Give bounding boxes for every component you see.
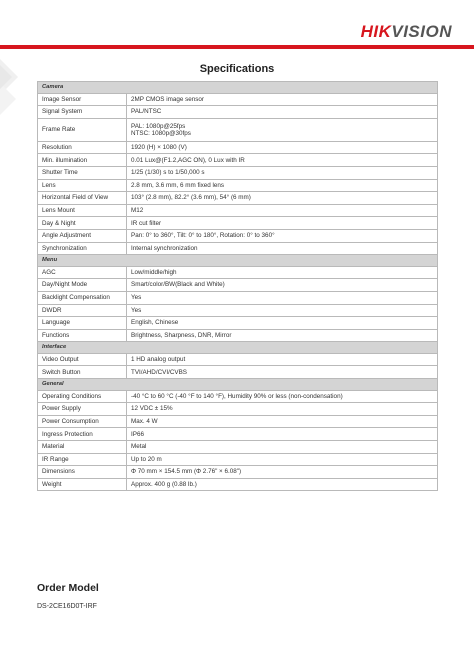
spec-row [38, 229, 438, 242]
spec-value-line: 2MP CMOS image sensor [131, 95, 205, 103]
spec-row [38, 428, 438, 441]
spec-value [127, 229, 438, 242]
spec-row [38, 441, 438, 454]
spec-row [38, 154, 438, 167]
spec-value [127, 390, 438, 403]
spec-key: Language [38, 317, 127, 330]
hikvision-logo: HIKVISION [360, 22, 452, 41]
spec-row [38, 353, 438, 366]
spec-value-line: IR cut filter [131, 219, 162, 227]
spec-value-line: Smart/color/BW(Black and White) [131, 281, 225, 289]
spec-key: IR Range [38, 453, 127, 466]
spec-key: Day & Night [38, 217, 127, 230]
spec-row [38, 279, 438, 292]
spec-row [38, 204, 438, 217]
spec-value-line: Φ 70 mm × 154.5 mm (Φ 2.76" × 6.08") [131, 468, 242, 476]
spec-row [38, 141, 438, 154]
spec-row [38, 192, 438, 205]
spec-value [127, 118, 438, 141]
spec-value [127, 179, 438, 192]
spec-value [127, 366, 438, 379]
spec-value-line: PAL: 1080p@25fps [131, 122, 186, 130]
spec-value [127, 242, 438, 255]
spec-value-line: 103° (2.8 mm), 82.2° (3.6 mm), 54° (6 mm) [131, 194, 251, 202]
spec-value-line: 2.8 mm, 3.6 mm, 6 mm fixed lens [131, 181, 225, 189]
spec-value-line: Up to 20 m [131, 455, 162, 463]
section-title: General [38, 379, 438, 391]
spec-value [127, 415, 438, 428]
spec-row [38, 466, 438, 479]
spec-value [127, 403, 438, 416]
spec-key: Power Supply [38, 403, 127, 416]
spec-value-line: NTSC: 1080p@30fps [131, 129, 191, 137]
spec-value-line: Yes [131, 294, 142, 302]
spec-value-line: 1920 (H) × 1080 (V) [131, 143, 187, 151]
section-header [38, 379, 438, 391]
spec-value-line: 1 HD analog output [131, 356, 186, 364]
spec-row [38, 217, 438, 230]
spec-row [38, 242, 438, 255]
spec-row [38, 415, 438, 428]
spec-key: DWDR [38, 304, 127, 317]
order-model-number: DS-2CE16D0T-IRF [37, 603, 97, 610]
section-title: Interface [38, 342, 438, 354]
spec-value [127, 166, 438, 179]
spec-value [127, 154, 438, 167]
spec-key: Ingress Protection [38, 428, 127, 441]
spec-key: Horizontal Field of View [38, 192, 127, 205]
spec-key: Image Sensor [38, 93, 127, 106]
spec-key: Video Output [38, 353, 127, 366]
spec-value-line: Brightness, Sharpness, DNR, Mirror [131, 331, 232, 339]
spec-value-line: Approx. 400 g (0.88 lb.) [131, 480, 197, 488]
spec-row [38, 179, 438, 192]
spec-key: Frame Rate [38, 118, 127, 141]
spec-key: Min. illumination [38, 154, 127, 167]
section-title: Camera [38, 82, 438, 94]
section-header [38, 255, 438, 267]
spec-row [38, 304, 438, 317]
spec-key: Day/Night Mode [38, 279, 127, 292]
spec-row [38, 266, 438, 279]
spec-value [127, 478, 438, 491]
spec-row [38, 106, 438, 119]
spec-row [38, 453, 438, 466]
spec-row [38, 118, 438, 141]
spec-value [127, 217, 438, 230]
spec-value [127, 266, 438, 279]
spec-key: Material [38, 441, 127, 454]
spec-key: Weight [38, 478, 127, 491]
section-header [38, 82, 438, 94]
spec-key: Signal System [38, 106, 127, 119]
spec-key: Synchronization [38, 242, 127, 255]
spec-key: Shutter Time [38, 166, 127, 179]
spec-row [38, 166, 438, 179]
spec-key: Functions [38, 329, 127, 342]
spec-value [127, 441, 438, 454]
spec-row [38, 366, 438, 379]
spec-row [38, 329, 438, 342]
spec-value-line: English, Chinese [131, 319, 179, 327]
spec-value [127, 279, 438, 292]
spec-value-line: 12 VDC ± 15% [131, 405, 173, 413]
spec-value [127, 106, 438, 119]
spec-value [127, 353, 438, 366]
spec-value-line: 0.01 Lux@(F1.2,AGC ON), 0 Lux with IR [131, 156, 245, 164]
section-title: Menu [38, 255, 438, 267]
spec-value [127, 304, 438, 317]
spec-value-line: Metal [131, 443, 147, 451]
spec-key: Operating Conditions [38, 390, 127, 403]
spec-key: Angle Adjustment [38, 229, 127, 242]
spec-row [38, 291, 438, 304]
spec-key: Switch Button [38, 366, 127, 379]
specifications-table [37, 81, 438, 491]
spec-value-line: IP66 [131, 430, 144, 438]
spec-key: Lens Mount [38, 204, 127, 217]
spec-row [38, 403, 438, 416]
spec-value [127, 329, 438, 342]
spec-value-line: Max. 4 W [131, 418, 158, 426]
spec-value [127, 317, 438, 330]
spec-key: AGC [38, 266, 127, 279]
spec-value-line: Pan: 0° to 360°, Tilt: 0° to 180°, Rotation: 0° to 360° [131, 232, 275, 240]
spec-value-line: Yes [131, 306, 142, 314]
spec-value [127, 192, 438, 205]
spec-value [127, 466, 438, 479]
page-title: Specifications [199, 63, 275, 75]
order-model-heading: Order Model [37, 582, 99, 594]
spec-key: Lens [38, 179, 127, 192]
spec-row [38, 93, 438, 106]
header-red-bar [0, 45, 474, 49]
spec-row [38, 478, 438, 491]
spec-value-line: TVI/AHD/CVI/CVBS [131, 368, 187, 376]
spec-value [127, 291, 438, 304]
spec-value-line: Low/middle/high [131, 268, 177, 276]
spec-key: Resolution [38, 141, 127, 154]
spec-row [38, 390, 438, 403]
spec-value [127, 453, 438, 466]
spec-key: Dimensions [38, 466, 127, 479]
spec-value-line: 1/25 (1/30) s to 1/50,000 s [131, 169, 205, 177]
spec-value [127, 141, 438, 154]
spec-key: Backlight Compensation [38, 291, 127, 304]
spec-value-line: PAL/NTSC [131, 108, 162, 116]
spec-key: Power Consumption [38, 415, 127, 428]
spec-value-line: Internal synchronization [131, 244, 198, 252]
spec-value [127, 204, 438, 217]
spec-value [127, 93, 438, 106]
spec-value-line: M12 [131, 206, 144, 214]
spec-value [127, 428, 438, 441]
spec-row [38, 317, 438, 330]
spec-value-line: -40 °C to 60 °C (-40 °F to 140 °F), Humidity 90% or less (non-condensation) [131, 392, 343, 400]
section-header [38, 342, 438, 354]
